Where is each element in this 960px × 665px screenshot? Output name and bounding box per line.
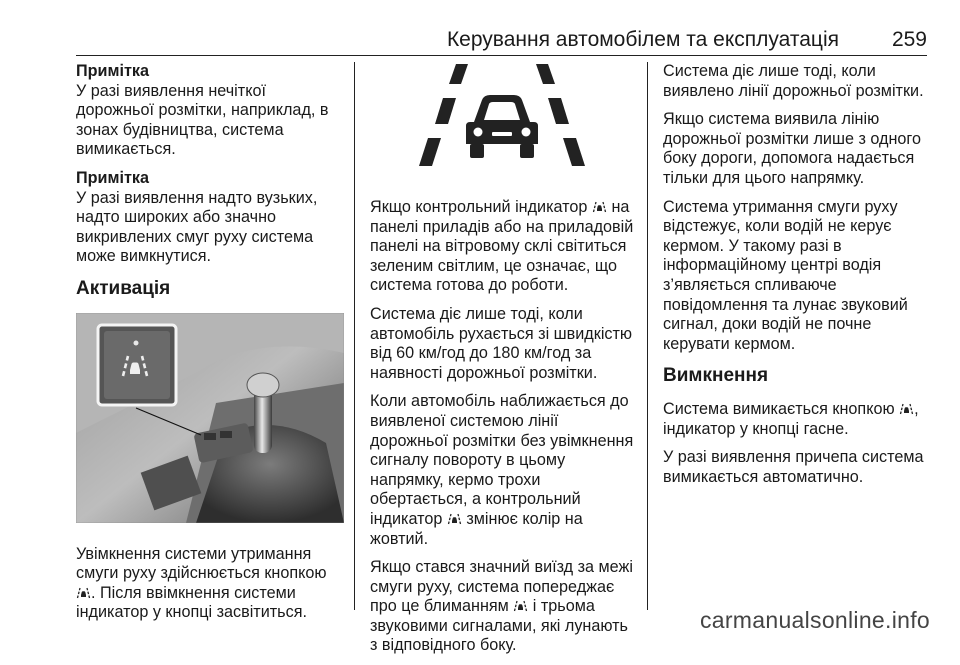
column-divider [647,62,648,610]
note-title: Примітка [76,168,149,187]
note-title: Примітка [76,62,149,80]
activation-text-2: . Після ввімкнення системи індикатор у кнопці засвітиться. [76,583,307,622]
approach-text-2: змінює колір на жовтий. [370,509,583,548]
lane-keep-assist-icon [76,586,91,599]
one-side-paragraph: Якщо система виявила лінію дорожньої розмітки лише з одного боку дороги, допомога надається тільки для цього напрямку. [663,110,921,187]
column-3 [663,62,931,496]
approach-text-1: Коли автомобіль наближається до виявленої системою лінії дорожньої розмітки без увімкнення сигналу повороту в цьому напрямку, кермо трохи обертається, а контрольний індикатор [370,392,634,528]
indicator-text-2: на панелі приладів або на приладовій панелі на вітровому склі світиться зеленим світлим, це означає, що система готова до роботи. [370,198,634,295]
deactivation-paragraph [663,400,931,439]
column-divider [354,62,355,610]
trailer-paragraph: У разі виявлення причепа система вимикається автоматично. [663,448,924,486]
indicator-text-1: Якщо контрольний індикатор [370,198,588,216]
activation-paragraph [76,545,344,623]
departure-text-2: і трьома звуковими сигналами, які лунають з відповідного боку. [370,597,628,655]
lane-keep-assist-icon [447,512,462,525]
deactivation-text-2: , індикатор у кнопці гасне. [663,399,919,438]
departure-text-1: Якщо стався значний виїзд за межі смуги руху, система попереджає про це блиманням [370,558,633,616]
column-1 [76,62,344,632]
lane-keep-indicator-graphic [370,62,634,182]
lane-keep-assist-icon [592,200,607,213]
lane-keep-assist-icon [513,599,528,612]
departure-paragraph [370,558,634,656]
deactivation-text-1: Система вимикається кнопкою [663,399,895,418]
watermark: carmanualsonline.info [699,607,930,633]
speed-paragraph: Система діє лише тоді, коли автомобіль рухається зі швидкістю від 60 км/год до 180 км/год за наявності дорожньої розмітки. [370,304,633,382]
note-text: У разі виявлення надто вузьких, надто широких або значно викривлених смуг руху система може вимкнутися. [76,188,318,266]
section-heading-activation: Активація [76,277,171,299]
lane-keep-assist-icon [899,402,914,415]
column-2 [370,62,634,665]
approach-paragraph [370,392,634,549]
page-number: 259 [891,28,927,51]
gear-console-photo [76,313,344,523]
page-header-title: Керування автомобілем та експлуатація [446,28,839,51]
header-rule [76,55,927,56]
activation-text-1: Увімкнення системи утримання смуги руху здійснюється кнопкою [76,544,327,583]
condition-paragraph: Система діє лише тоді, коли виявлено лінії дорожньої розмітки. [663,62,924,100]
hands-off-paragraph: Система утримання смуги руху відстежує, коли водій не керує кермом. У такому разі в інформаційному центрі водія з’являється спливаюче повідомлення та лунає звуковий сигнал, доки водій не почне керувати кермом. [663,197,908,353]
section-heading-deactivation: Вимкнення [663,365,769,387]
indicator-paragraph [370,198,634,296]
page-header [76,22,927,58]
note-text: У разі виявлення нечіткої дорожньої розмітки, наприклад, в зонах будівництва, система вимикається. [76,81,329,159]
